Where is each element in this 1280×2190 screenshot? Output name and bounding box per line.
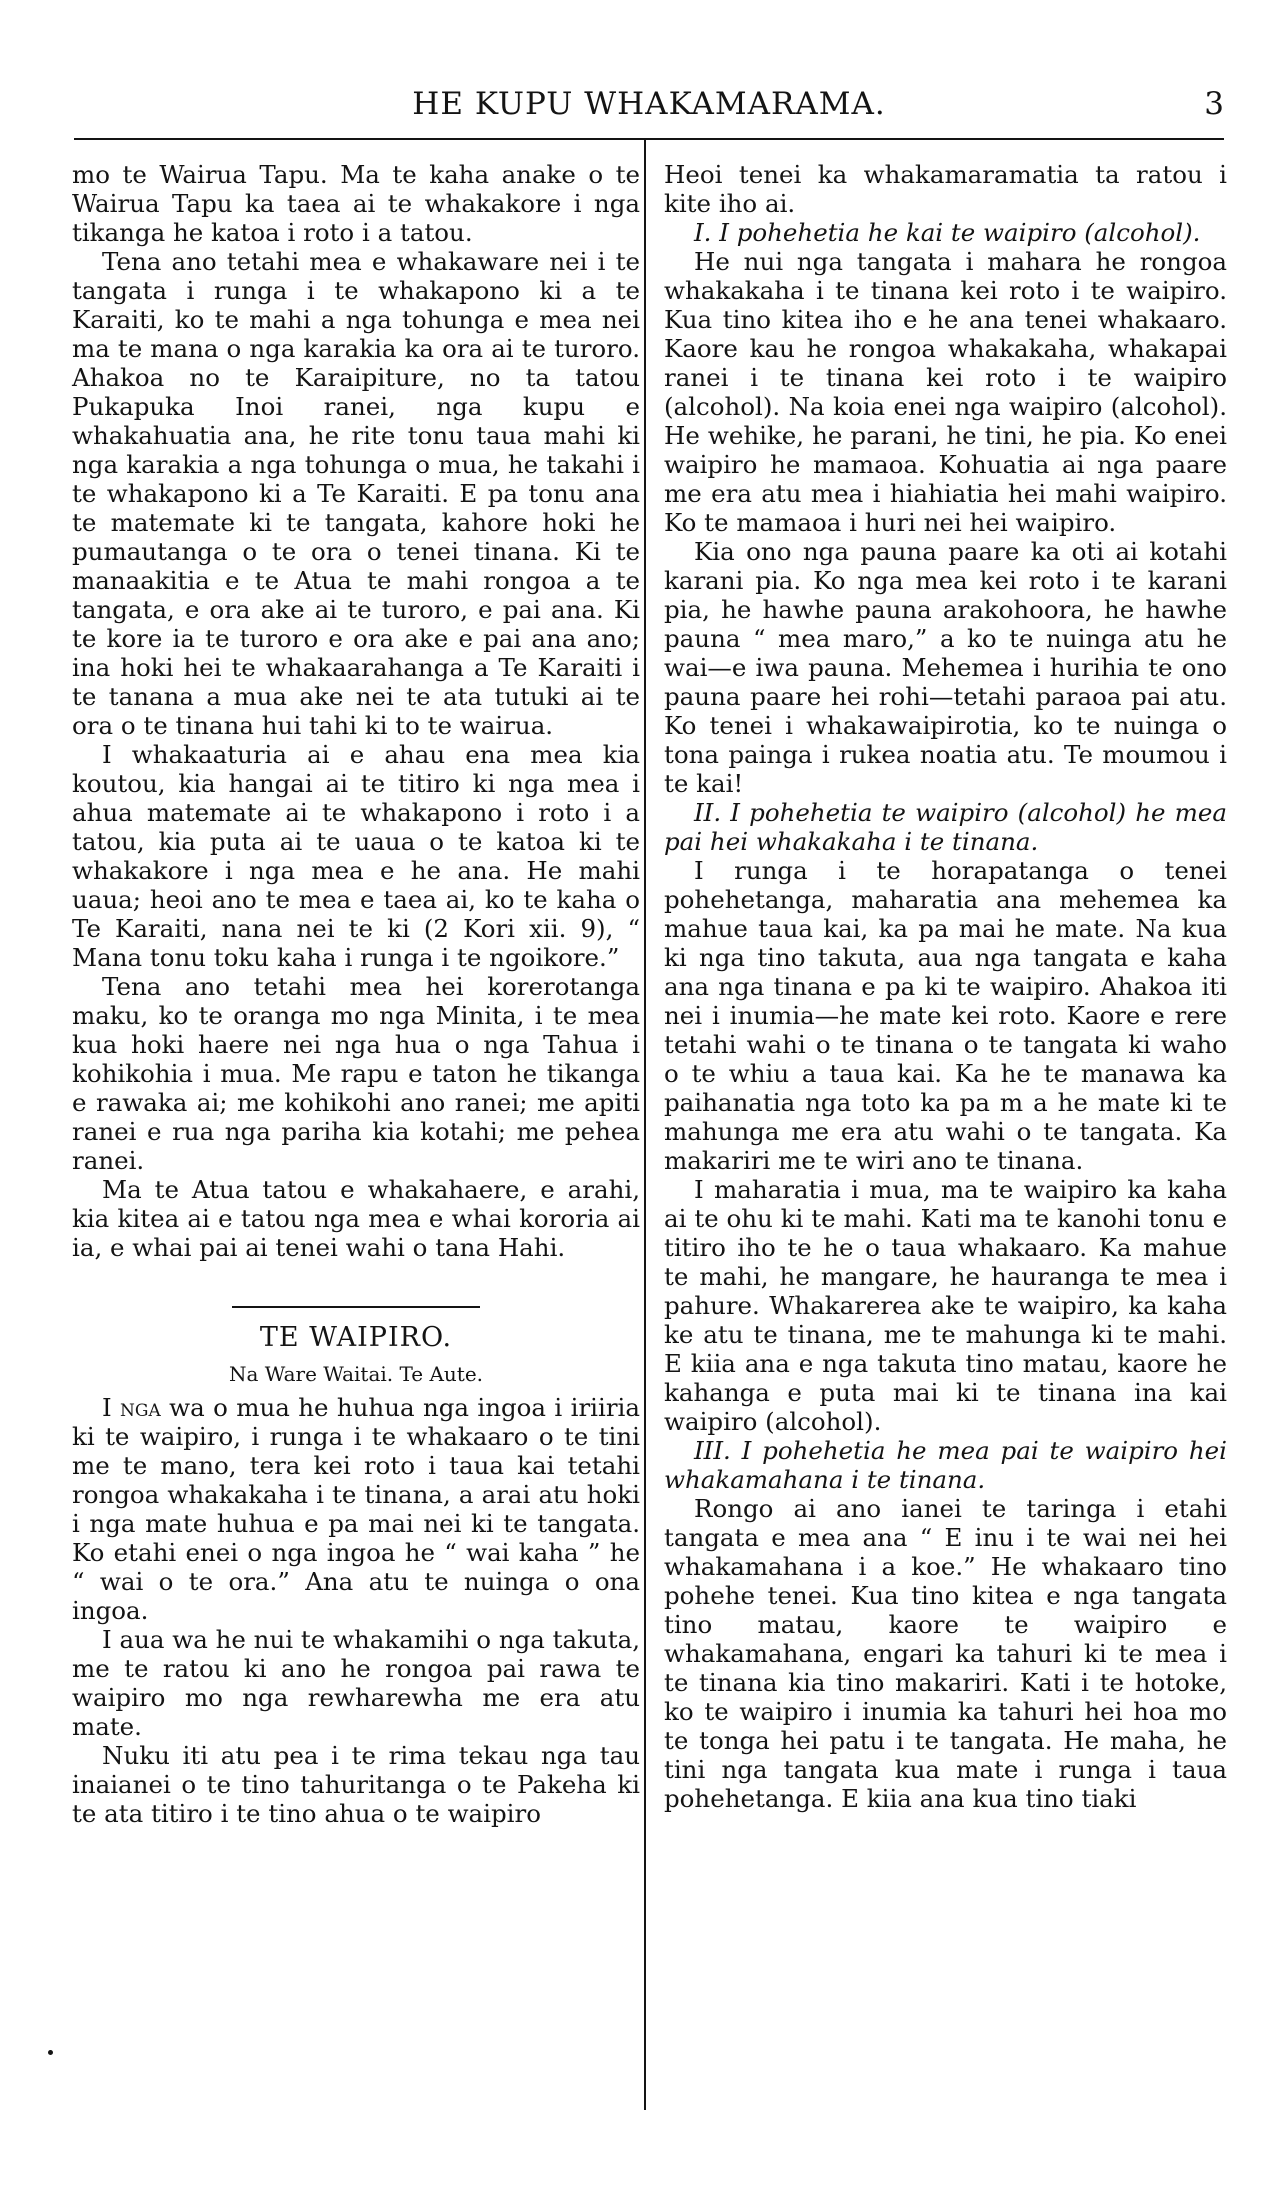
page-header	[74, 86, 1224, 136]
paragraph: He nui nga tangata i mahara he rongoa whakakaha i te tinana kei roto i te waipiro. Kua tino kitea iho e he ana tenei whakaaro. Kaore kau he rongoa whakakaha, whakapai ranei i te tinana kei roto i te waipiro (alcohol). Na koia enei nga waipiro (alcohol). He wehike, he parani, he tini, he pia. Ko enei waipiro he mamaoa. Kohuatia ai nga paare me era atu mea i hiahiatia hei mahi waipiro. Ko te mamaoa i huri nei hei waipiro.	[664, 247, 1227, 537]
section-heading	[664, 798, 1227, 856]
paragraph: Kia ono nga pauna paare ka oti ai kotahi karani pia. Ko nga mea kei roto i te karani pia, he hawhe pauna arakohoora, he hawhe pauna “ mea maro,” a ko te nuinga atu he wai—e iwa pauna. Mehemea i hurihia te ono pauna paare hei rohi—tetahi paraoa pai atu. Ko tenei i whakawaipirotia, ko te nuinga o tona painga i rukea noatia atu. Te moumou i te kai!	[664, 537, 1227, 798]
paragraph: Tena ano tetahi mea e whakaware nei i te tangata i runga i te whakapono ki a te Karaiti, ko te mahi a nga tohunga e mea nei ma te mana o nga karakia ka ora ai te turoro. Ahakoa no te Karaipiture, no ta tatou Pukapuka Inoi ranei, nga kupu e whakahuatia ana, he rite tonu taua mahi ki nga karakia a nga tohunga o mua, he takahi i te whakapono ki a Te Karaiti. E pa tonu ana te matemate ki te tangata, kahore hoki he pumautanga o te ora o tenei tinana. Ki te manaakitia e te Atua te mahi rongoa a te tangata, e ora ake ai te turoro, e pai ana. Ki te kore ia te turoro e ora ake e pai ana ano; ina hoki hei te whakaarahanga a Te Karaiti i te tanana a mua ake nei te ata tutuki ai te ora o te tinana hui tahi ki to te wairua.	[72, 247, 640, 740]
paragraph: Tena ano tetahi mea hei korerotanga maku, ko te oranga mo nga Minita, i te mea kua hoki haere nei nga hua o nga Tahua i kohikohia i mua. Me rapu e taton he tikanga e rawaka ai; me kohikohi ano ranei; me apiti ranei e rua nga pariha kia kotahi; me pehea ranei.	[72, 972, 640, 1175]
paragraph: Nuku iti atu pea i te rima tekau nga tau inaianei o te tino tahuritanga o te Pakeha ki te ata titiro i te tino ahua o te waipiro	[72, 1741, 640, 1828]
left-column	[72, 160, 640, 1828]
running-title: HE KUPU WHAKAMARAMA.	[412, 86, 886, 122]
paragraph	[72, 1393, 640, 1625]
paragraph: I whakaaturia ai e ahau ena mea kia koutou, kia hangai ai te titiro ki nga mea i ahua matemate ai te whakapono i roto i a tatou, kia puta ai te uaua o te katoa ki te whakakore i nga mea e he ana. He mahi uaua; heoi ano te mea e taea ai, ko te kaha o Te Karaiti, nana nei te ki (2 Kori xii. 9), “ Mana tonu toku kaha i runga i te ngoikore.”	[72, 740, 640, 972]
paragraph: Ma te Atua tatou e whakahaere, e arahi, kia kitea ai e tatou nga mea e whai kororia ai ia, e whai pai ai tenei wahi o tana Hahi.	[72, 1175, 640, 1262]
page-number: 3	[1204, 86, 1224, 122]
paragraph: Rongo ai ano ianei te taringa i etahi tangata e mea ana “ E inu i te wai nei hei whakamahana i a koe.” He whakaaro tino pohehe tenei. Kua tino kitea e nga tangata tino matau, kaore te waipiro e whakamahana, engari ka tahuri ki te mea i te tinana kia tino makariri. Kati i te hotoke, ko te waipiro i inumia ka tahuri hei hoa mo te tonga hei patu i te tangata. He maha, he tini nga tangata kua mate i runga i taua pohehetanga. E kiia ana kua tino tiaki	[664, 1494, 1227, 1813]
right-column	[664, 160, 1227, 1813]
heading-text: I. I pohehetia he kai te waipiro (alcohol).	[694, 218, 1201, 247]
paragraph: I aua wa he nui te whakamihi o nga takuta, me te ratou ki ano he rongoa pai rawa te waipiro mo nga rewharewha me era atu mate.	[72, 1625, 640, 1741]
section-heading	[664, 218, 1227, 247]
margin-mark	[48, 2050, 53, 2055]
paragraph: mo te Wairua Tapu. Ma te kaha anake o te Wairua Tapu ka taea ai te whakakore i nga tikanga he katoa i roto i a tatou.	[72, 160, 640, 247]
column-divider	[644, 140, 646, 2110]
paragraph: I maharatia i mua, ma te waipiro ka kaha ai te ohu ki te mahi. Kati ma te kanohi tonu e titiro iho te he o taua whakaaro. Ka mahue te mahi, he mangare, he hauranga te mea i pahure. Whakarerea ake te waipiro, ka kaha ke atu te tinana, me te mahunga ki te mahi. E kiia ana e nga takuta tino matau, kaore he kahanga e puta mai ki te tinana ina kai waipiro (alcohol).	[664, 1175, 1227, 1436]
paragraph: I runga i te horapatanga o tenei pohehetanga, maharatia ana mehemea ka mahue taua kai, ka pa mai he mate. Na kua ki nga tino takuta, aua nga tangata e kaha ana nga tinana e pa ki te waipiro. Ahakoa iti nei i inumia—he mate kei roto. Kaore e rere tetahi wahi o te tinana o te tangata ki waho o te whiu a taua kai. Ka he te manawa ka paihanatia nga toto ka pa m a he mate ki te mahunga me era atu wahi o te tangata. Ka makariri me te wiri ano te tinana.	[664, 856, 1227, 1175]
heading-text: II. I pohehetia te waipiro (alcohol) he mea pai hei whakakaha i te tinana.	[664, 798, 1227, 856]
section-heading	[664, 1436, 1227, 1494]
section-rule	[232, 1306, 480, 1308]
paragraph: Heoi tenei ka whakamaramatia ta ratou i kite iho ai.	[664, 160, 1227, 218]
paragraph-text: wa o mua he huhua nga ingoa i iriiria ki te waipiro, i runga i te whakaaro o te tini me te mano, tera kei roto i taua kai tetahi rongoa whakakaha i te tinana, a arai atu hoki i nga mate huhua e pa mai nei ki te tangata. Ko etahi enei o nga ingoa he “ wai kaha ” he “ wai o te ora.” Ana atu te nuinga o ona ingoa.	[72, 1393, 640, 1625]
opening-words: I nga	[102, 1393, 161, 1422]
heading-text: III. I pohehetia he mea pai te waipiro hei whakamahana i te tinana.	[664, 1436, 1227, 1494]
article-title: TE WAIPIRO.	[259, 1322, 453, 1353]
header-rule	[74, 138, 1224, 140]
article-byline: Na Ware Waitai. Te Aute.	[228, 1362, 484, 1386]
